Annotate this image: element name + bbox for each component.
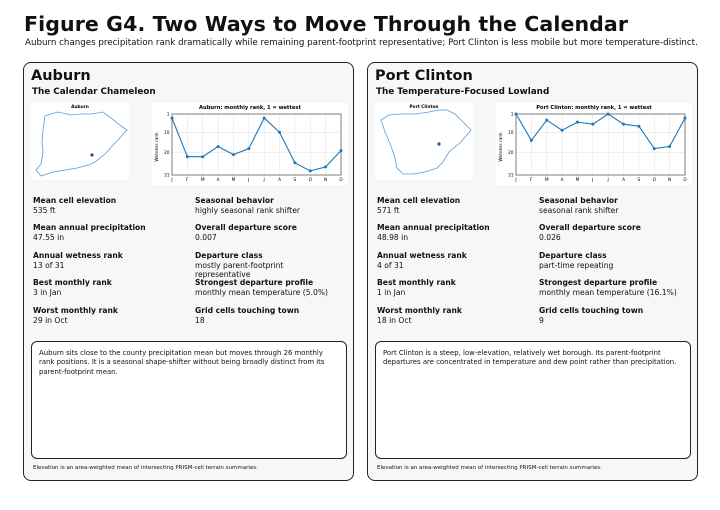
fact-value: 13 of 31	[33, 261, 65, 270]
chart-y-axis-label: Wetness rank	[155, 132, 160, 162]
fact-mean-precipitation	[33, 223, 183, 242]
chart-x-tick-label: F	[186, 178, 189, 183]
chart-point	[637, 125, 640, 128]
fact-value: 29 in Oct	[33, 316, 68, 325]
fact-annual-wetness-rank	[33, 251, 183, 270]
fact-label: Departure class	[539, 251, 607, 260]
fact-value: part-time repeating	[539, 261, 614, 270]
chart-frame	[172, 114, 341, 175]
fact-value: 571 ft	[377, 206, 400, 215]
chart-x-tick-label: J	[263, 178, 265, 183]
fact-label: Strongest departure profile	[195, 278, 314, 287]
chart-series-line	[516, 114, 685, 149]
chart-x-tick-label: D	[683, 178, 687, 183]
chart-point	[263, 117, 266, 120]
chart-x-tick-label: A	[216, 178, 220, 183]
fact-value: 47.55 in	[33, 233, 65, 242]
fact-label: Strongest departure profile	[539, 278, 658, 287]
fact-label: Best monthly rank	[33, 278, 112, 287]
town-centroid-marker	[437, 142, 440, 145]
chart-y-tick-label: 10	[508, 130, 514, 136]
chart-plot-area	[508, 112, 687, 184]
narrative-note: Auburn sits close to the county precipitation mean but moves through 26 monthly rank positions. It is a seasonal shape-shifter without being broadly distinct from its parent-footprint mean.	[31, 341, 347, 459]
chart-point	[201, 155, 204, 158]
fact-value: 1 in Jan	[377, 288, 406, 297]
town-map	[31, 102, 129, 180]
chart-x-tick-label: M	[575, 178, 580, 183]
chart-x-tick-label: O	[652, 178, 656, 183]
map-title: Port Clinton	[409, 105, 439, 110]
fact-departure-score	[539, 223, 689, 242]
fact-value: 9	[539, 316, 544, 325]
fact-departure-class	[195, 251, 345, 279]
fact-label: Worst monthly rank	[377, 306, 462, 315]
chart-y-axis-label: Wetness rank	[499, 132, 504, 162]
town-name: Port Clinton	[375, 68, 473, 84]
fact-value: mostly parent-footprint representative	[195, 261, 284, 279]
chart-point	[293, 161, 296, 164]
fact-worst-monthly-rank	[33, 306, 183, 325]
chart-point	[232, 153, 235, 156]
chart-x-tick-label: M	[231, 178, 236, 183]
town-tagline: The Calendar Chameleon	[32, 87, 156, 97]
fact-grid-cells	[195, 306, 345, 325]
rank-chart	[496, 103, 692, 185]
chart-x-tick-label: O	[308, 178, 312, 183]
fact-annual-wetness-rank	[377, 251, 527, 270]
fact-label: Seasonal behavior	[539, 196, 618, 205]
fact-label: Annual wetness rank	[33, 251, 123, 260]
town-centroid-marker	[90, 153, 93, 156]
fact-seasonal-behavior	[195, 196, 345, 215]
chart-point	[278, 131, 281, 134]
chart-x-tick-label: A	[560, 178, 564, 183]
chart-y-tick-label: 10	[164, 130, 170, 136]
fact-label: Best monthly rank	[377, 278, 456, 287]
rank-chart-svg	[152, 103, 348, 185]
chart-x-tick-label: S	[637, 178, 641, 183]
chart-point	[684, 117, 687, 120]
chart-plot-area	[164, 112, 343, 184]
chart-point	[561, 129, 564, 132]
chart-x-tick-label: N	[668, 178, 672, 183]
chart-point	[324, 165, 327, 168]
chart-y-tick-label: 20	[508, 151, 514, 157]
fact-best-monthly-rank	[33, 278, 183, 297]
fact-worst-monthly-rank	[377, 306, 527, 325]
fact-label: Overall departure score	[195, 223, 297, 232]
chart-x-tick-label: F	[530, 178, 533, 183]
fact-mean-elevation	[33, 196, 183, 215]
town-map-svg	[31, 102, 129, 180]
fact-label: Grid cells touching town	[539, 306, 644, 315]
fact-label: Grid cells touching town	[195, 306, 300, 315]
chart-point	[340, 149, 343, 152]
fact-mean-elevation	[377, 196, 527, 215]
fact-strongest-departure	[539, 278, 689, 297]
map-title: Auburn	[71, 105, 89, 110]
chart-x-tick-label: D	[339, 178, 343, 183]
chart-y-tick-label: 20	[164, 151, 170, 157]
chart-title: Port Clinton: monthly rank, 1 = wettest	[536, 105, 652, 111]
chart-x-tick-label: J	[592, 178, 594, 183]
chart-x-tick-label: S	[293, 178, 297, 183]
footnote: Elevation is an area-weighted mean of intersecting PRISM-cell terrain summaries.	[33, 465, 258, 471]
fact-value: 48.98 in	[377, 233, 409, 242]
rank-chart-svg	[496, 103, 692, 185]
figure-title: Figure G4. Two Ways to Move Through the Calendar	[24, 12, 629, 36]
chart-point	[576, 121, 579, 124]
fact-value: 3 in Jan	[33, 288, 62, 297]
fact-departure-score	[195, 223, 345, 242]
fact-label: Mean annual precipitation	[33, 223, 146, 232]
town-panel-auburn	[23, 62, 354, 481]
chart-point	[217, 145, 220, 148]
town-map	[375, 102, 473, 180]
chart-point	[247, 147, 250, 150]
chart-x-tick-label: M	[200, 178, 205, 183]
chart-frame	[516, 114, 685, 175]
fact-value: 0.007	[195, 233, 217, 242]
chart-point	[171, 117, 174, 120]
chart-point	[622, 123, 625, 126]
town-tagline: The Temperature-Focused Lowland	[376, 87, 550, 97]
fact-value: 0.026	[539, 233, 561, 242]
fact-label: Departure class	[195, 251, 263, 260]
fact-label: Mean cell elevation	[377, 196, 461, 205]
chart-point	[653, 147, 656, 150]
fact-value: seasonal rank shifter	[539, 206, 619, 215]
town-map-svg	[375, 102, 473, 180]
fact-departure-class	[539, 251, 689, 270]
chart-series-line	[172, 118, 341, 171]
fact-mean-precipitation	[377, 223, 527, 242]
chart-y-tick-label: 1	[510, 112, 514, 118]
chart-y-tick-label: 31	[164, 173, 170, 179]
town-outline	[36, 112, 127, 176]
chart-x-tick-label: J	[515, 178, 517, 183]
fact-label: Worst monthly rank	[33, 306, 118, 315]
fact-label: Mean cell elevation	[33, 196, 117, 205]
fact-label: Seasonal behavior	[195, 196, 274, 205]
town-panel-port-clinton	[367, 62, 698, 481]
chart-point	[607, 113, 610, 116]
fact-label: Annual wetness rank	[377, 251, 467, 260]
narrative-note: Port Clinton is a steep, low-elevation, relatively wet borough. Its parent-footprint departures are concentrated in temperature and dew point rather than precipitation.	[375, 341, 691, 459]
chart-y-tick-label: 1	[166, 112, 170, 118]
chart-point	[545, 119, 548, 122]
chart-x-tick-label: A	[278, 178, 282, 183]
chart-title: Auburn: monthly rank, 1 = wettest	[199, 105, 301, 111]
fact-grid-cells	[539, 306, 689, 325]
chart-x-tick-label: A	[622, 178, 626, 183]
chart-x-tick-label: M	[544, 178, 549, 183]
town-outline	[381, 110, 471, 174]
chart-point	[515, 113, 518, 116]
fact-value: monthly mean temperature (16.1%)	[539, 288, 677, 297]
chart-point	[186, 155, 189, 158]
chart-x-tick-label: N	[324, 178, 328, 183]
footnote: Elevation is an area-weighted mean of intersecting PRISM-cell terrain summaries.	[377, 465, 602, 471]
chart-point	[309, 169, 312, 172]
chart-x-tick-label: J	[248, 178, 250, 183]
fact-label: Mean annual precipitation	[377, 223, 490, 232]
chart-x-tick-label: J	[607, 178, 609, 183]
fact-label: Overall departure score	[539, 223, 641, 232]
chart-point	[591, 123, 594, 126]
chart-y-tick-label: 31	[508, 173, 514, 179]
chart-point	[668, 145, 671, 148]
fact-strongest-departure	[195, 278, 345, 297]
fact-best-monthly-rank	[377, 278, 527, 297]
chart-x-tick-label: J	[171, 178, 173, 183]
fact-value: 18	[195, 316, 205, 325]
chart-point	[530, 139, 533, 142]
fact-seasonal-behavior	[539, 196, 689, 215]
town-name: Auburn	[31, 68, 91, 84]
rank-chart	[152, 103, 348, 185]
fact-value: monthly mean temperature (5.0%)	[195, 288, 328, 297]
fact-value: 4 of 31	[377, 261, 404, 270]
figure-subtitle: Auburn changes precipitation rank dramatically while remaining parent-footprint representative; Port Clinton is less mobile but more temperature-distinct.	[25, 38, 698, 48]
fact-value: 18 in Oct	[377, 316, 412, 325]
fact-value: highly seasonal rank shifter	[195, 206, 301, 215]
fact-value: 535 ft	[33, 206, 56, 215]
